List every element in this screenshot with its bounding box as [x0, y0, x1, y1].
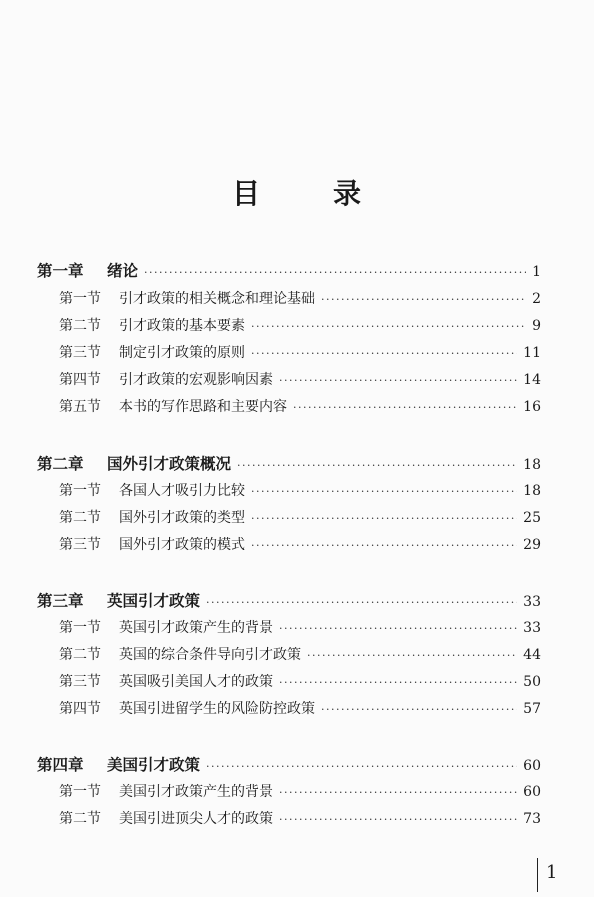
chapter-label: 第一章	[37, 261, 84, 280]
section-label: 第一节	[59, 784, 101, 800]
toc-section[interactable]	[59, 314, 541, 338]
toc-chapter[interactable]	[37, 753, 541, 777]
section-title: 美国引才政策产生的背景	[119, 784, 273, 800]
dot-leader	[321, 287, 526, 311]
section-label: 第四节	[59, 701, 101, 717]
dot-leader	[293, 395, 517, 419]
section-page: 14	[523, 372, 541, 388]
chapter-page: 60	[523, 758, 541, 774]
dot-leader	[279, 670, 517, 694]
toc-chapter[interactable]	[37, 259, 541, 283]
section-title: 国外引才政策的模式	[119, 537, 245, 553]
dot-leader	[251, 533, 517, 557]
section-title: 英国引才政策产生的背景	[119, 620, 273, 636]
section-page: 33	[523, 620, 541, 636]
dot-leader	[251, 314, 526, 338]
chapter-title: 绪论	[107, 261, 139, 280]
section-label: 第三节	[59, 537, 101, 553]
dot-leader	[307, 643, 517, 667]
section-title: 本书的写作思路和主要内容	[119, 399, 287, 415]
chapter-title: 国外引才政策概况	[107, 454, 232, 473]
chapter-page: 33	[523, 594, 541, 610]
section-label: 第一节	[59, 483, 101, 499]
dot-leader	[206, 589, 517, 613]
dot-leader	[321, 697, 517, 721]
section-label: 第一节	[59, 620, 101, 636]
section-title: 美国引进顶尖人才的政策	[119, 811, 273, 827]
toc-chapter[interactable]	[37, 452, 541, 476]
toc-section[interactable]	[59, 697, 541, 721]
dot-leader	[237, 452, 517, 476]
toc-section[interactable]	[59, 287, 541, 311]
folio-rule	[537, 858, 538, 892]
toc-section[interactable]	[59, 670, 541, 694]
section-label: 第三节	[59, 674, 101, 690]
section-title: 引才政策的相关概念和理论基础	[119, 291, 315, 307]
section-label: 第二节	[59, 647, 101, 663]
section-page: 44	[523, 647, 541, 663]
chapter-label: 第二章	[37, 454, 84, 473]
toc-section[interactable]	[59, 479, 541, 503]
toc-section[interactable]	[59, 807, 541, 831]
section-label: 第一节	[59, 291, 101, 307]
page-title	[0, 172, 594, 212]
dot-leader	[206, 753, 517, 777]
dot-leader	[251, 341, 517, 365]
section-title: 国外引才政策的类型	[119, 510, 245, 526]
section-label: 第四节	[59, 372, 101, 388]
section-page: 2	[532, 291, 541, 307]
section-page: 29	[523, 537, 541, 553]
chapter-title: 英国引才政策	[107, 591, 201, 610]
section-title: 引才政策的宏观影响因素	[119, 372, 273, 388]
section-title: 引才政策的基本要素	[119, 318, 245, 334]
section-title: 制定引才政策的原则	[119, 345, 245, 361]
toc-section[interactable]	[59, 616, 541, 640]
section-title: 英国吸引美国人才的政策	[119, 674, 273, 690]
chapter-label: 第三章	[37, 591, 84, 610]
section-title: 英国的综合条件导向引才政策	[119, 647, 301, 663]
section-label: 第二节	[59, 510, 101, 526]
dot-leader	[279, 780, 517, 804]
toc-section[interactable]	[59, 506, 541, 530]
toc-section[interactable]	[59, 780, 541, 804]
section-label: 第二节	[59, 318, 101, 334]
section-page: 60	[523, 784, 541, 800]
section-title: 各国人才吸引力比较	[119, 483, 245, 499]
toc-section[interactable]	[59, 368, 541, 392]
page-number: 1	[546, 862, 558, 883]
section-label: 第三节	[59, 345, 101, 361]
chapter-page: 18	[523, 457, 541, 473]
section-page: 9	[532, 318, 541, 334]
section-page: 18	[523, 483, 541, 499]
toc-section[interactable]	[59, 643, 541, 667]
dot-leader	[279, 807, 517, 831]
section-label: 第五节	[59, 399, 101, 415]
title-char-1: 目	[231, 177, 261, 210]
toc-section[interactable]	[59, 533, 541, 557]
dot-leader	[144, 259, 526, 283]
section-page: 11	[523, 345, 541, 361]
section-page: 50	[523, 674, 541, 690]
section-label: 第二节	[59, 811, 101, 827]
toc-section[interactable]	[59, 341, 541, 365]
dot-leader	[279, 368, 517, 392]
section-page: 16	[523, 399, 541, 415]
toc-section[interactable]	[59, 395, 541, 419]
chapter-title: 美国引才政策	[107, 755, 201, 774]
section-page: 25	[523, 510, 541, 526]
toc-chapter[interactable]	[37, 589, 541, 613]
section-title: 英国引进留学生的风险防控政策	[119, 701, 315, 717]
dot-leader	[251, 506, 517, 530]
dot-leader	[279, 616, 517, 640]
section-page: 73	[523, 811, 541, 827]
title-char-2: 录	[333, 177, 363, 210]
dot-leader	[251, 479, 517, 503]
chapter-label: 第四章	[37, 755, 84, 774]
chapter-page: 1	[532, 264, 541, 280]
section-page: 57	[523, 701, 541, 717]
